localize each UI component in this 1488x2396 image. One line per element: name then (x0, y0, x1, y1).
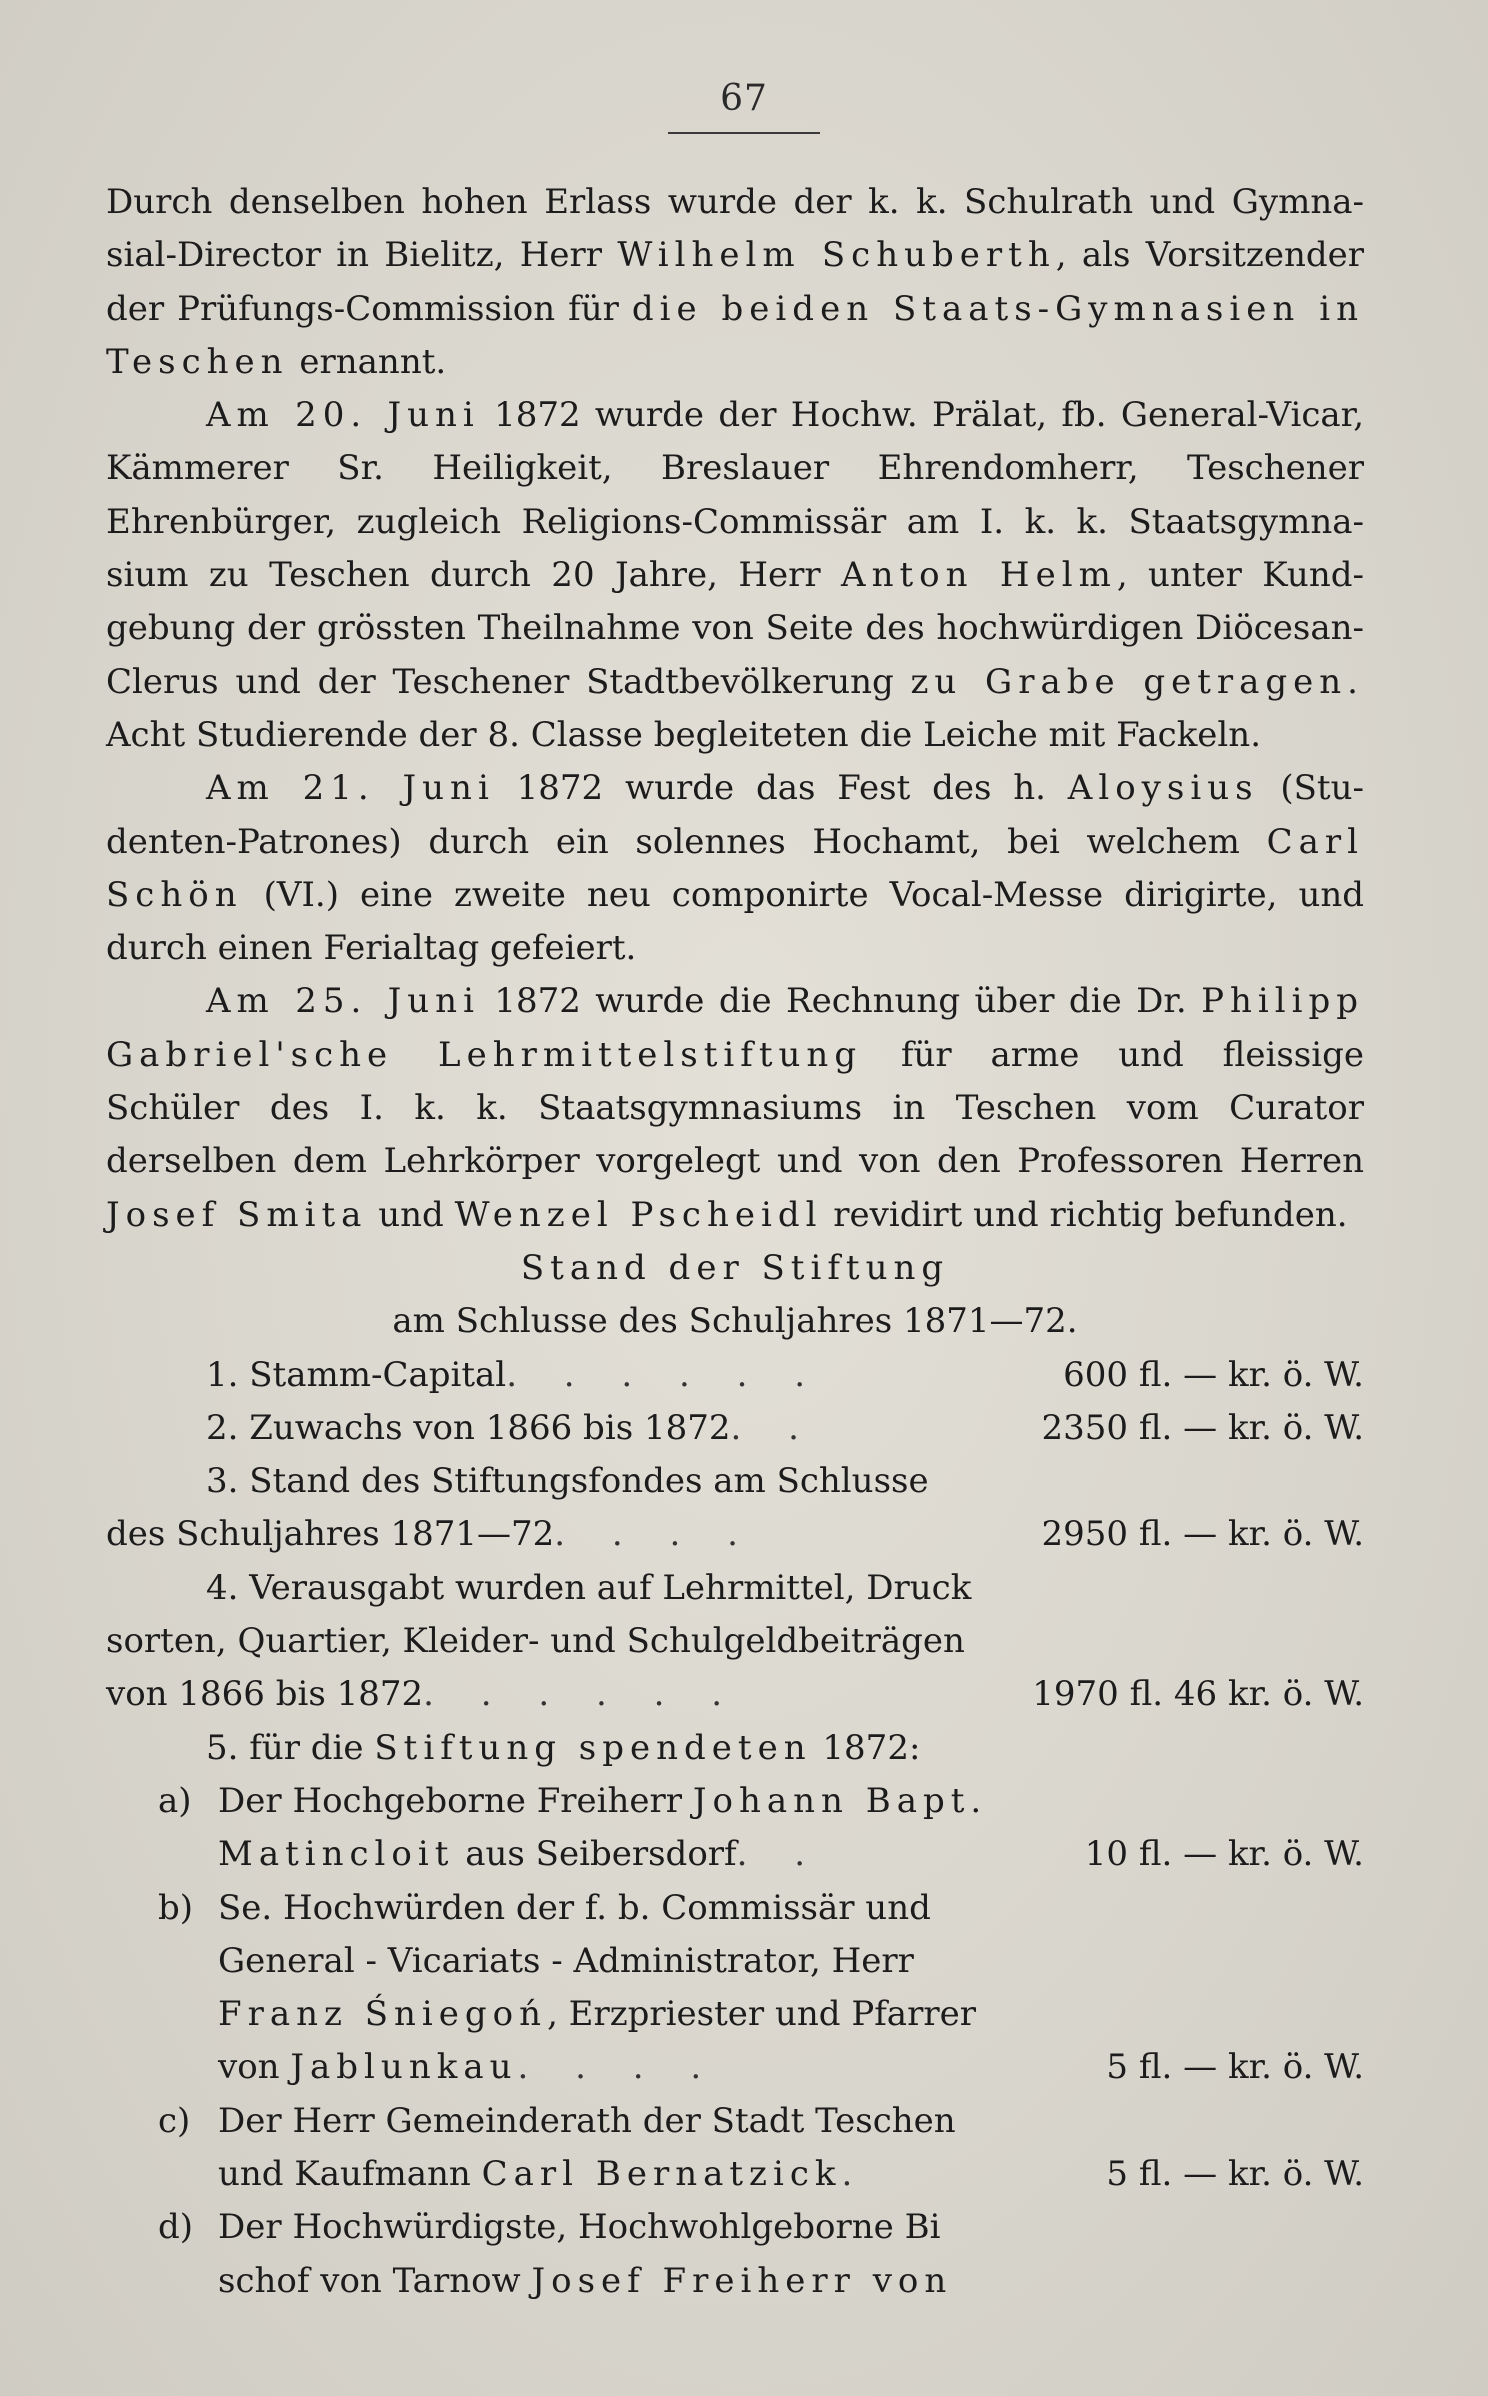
donor-a-line1 (106, 1775, 1364, 1828)
donor-label: c) (158, 2100, 191, 2141)
spaced-name: Jablunkau (290, 2047, 518, 2088)
paragraph-1 (106, 176, 1364, 389)
text-span: und Kaufmann (218, 2153, 482, 2194)
text-span: 1872 wurde die Rechnung über die Dr. (479, 981, 1202, 1022)
ledger-amount: 10 fl. — kr. ö. W. (1084, 1834, 1364, 1875)
text-span: 1872 wurde der Hochw. Prälat, fb. General-Vicar, Kämmerer Sr. Heiligkeit, Breslauer Ehrendomherr, Teschener Ehrenbürger, zugleich Religions-Commissär am I. k. k. Staatsgymnasium zu Teschen durch 20 Jahre, Herr (106, 395, 1365, 596)
paragraph-2 (106, 389, 1364, 762)
ledger-row-4 (106, 1668, 1364, 1721)
spaced-name: Wenzel Pscheidl (454, 1194, 823, 1235)
ledger-amount: 2350 fl. — kr. ö. W. (1041, 1407, 1364, 1448)
ledger-label (218, 2041, 518, 2094)
spaced-name: Wilhelm Schuberth (617, 235, 1056, 276)
text-span: , Erzpriester und Pfarrer (547, 1994, 976, 2035)
text-span: aus Seibersdorf (454, 1834, 737, 1875)
donor-c-line2 (106, 2148, 1364, 2201)
ledger-dots: . . . . . . (423, 1674, 741, 1715)
ledger-dots: . . . . . . (506, 1354, 824, 1395)
spaced-text: zu Grabe getragen. (910, 661, 1364, 702)
page-number: 67 (720, 78, 768, 119)
text-span: (Studenten-Patrones) durch ein solennes Hochamt, bei welchem (106, 768, 1364, 862)
spaced-date: Am 20. Juni (206, 395, 480, 436)
donor-c-line1 (106, 2095, 1364, 2148)
text-span: revidirt und richtig befunden. (822, 1194, 1348, 1235)
ledger-dots: . (841, 2153, 871, 2194)
page-number-rule (668, 132, 820, 134)
text-span: und (367, 1194, 455, 1235)
spaced-name: Aloysius (1067, 768, 1259, 809)
donor-label: a) (158, 1780, 192, 1821)
section-heading: Stand der Stiftung (520, 1247, 950, 1288)
paragraph-4 (106, 975, 1364, 1241)
donor-d-line1 (106, 2201, 1364, 2254)
ledger-label: von 1866 bis 1872 (106, 1674, 424, 1715)
ledger-amount: 1970 fl. 46 kr. ö. W. (1032, 1674, 1364, 1715)
text-span: 1872 wurde das Fest des h. (494, 768, 1068, 809)
text-span: Acht Studierende der 8. Classe begleiteten die Leiche mit Fackeln. (106, 714, 1262, 755)
text-span: schof von Tarnow (218, 2260, 532, 2301)
ledger-label: des Schuljahres 1871—72 (106, 1514, 555, 1555)
ledger-amount: 2950 fl. — kr. ö. W. (1041, 1514, 1364, 1555)
ledger-row-1 (106, 1349, 1364, 1402)
text-span: Se. Hochwürden der f. b. Commissär und (218, 1887, 931, 1928)
spaced-name: Matincloit (218, 1834, 455, 1875)
ledger-row-3 (106, 1508, 1364, 1561)
spaced-name: Carl Bernatzick (481, 2153, 842, 2194)
text-span: 5. für die (206, 1727, 375, 1768)
text-span: für arme und fleissige Schüler des I. k. k. Staatsgymnasiums in Teschen vom Curator derselben dem Lehrkörper vorgelegt und von den Professoren Herren (106, 1034, 1364, 1182)
spaced-date: Am 25. Juni (206, 981, 480, 1022)
ledger-amount: 600 fl. — kr. ö. W. (1063, 1354, 1364, 1395)
donor-a-line2 (106, 1828, 1364, 1881)
ledger-row-4-line1: 4. Verausgabt wurden auf Lehrmittel, Druck (206, 1567, 972, 1608)
donor-b-line3 (106, 1988, 1364, 2041)
spaced-text: Philipp Gabriel'sche Lehrmittelstiftung (106, 981, 1365, 1075)
text-span: , unter Kundgebung der grössten Theilnahme von Seite des hochwürdigen Diöcesan-Clerus und der Teschener Stadtbevölkerung (106, 555, 1364, 702)
ledger-amount: 5 fl. — kr. ö. W. (1106, 2047, 1364, 2088)
text-span: Der Hochgeborne Freiherr (218, 1780, 693, 1821)
spaced-text: Stiftung spendeten (374, 1727, 812, 1768)
ledger-dots: . . (736, 1834, 824, 1875)
text-span: von (218, 2047, 291, 2088)
ledger-row-2 (106, 1402, 1364, 1455)
spaced-name: Johann Bapt. (692, 1780, 988, 1821)
spaced-name: Carl Schön (106, 821, 1364, 915)
text-span: 1872: (811, 1727, 921, 1768)
donor-b-line1 (106, 1882, 1364, 1935)
ledger-amount: 5 fl. — kr. ö. W. (1106, 2153, 1364, 2194)
spaced-text: die beiden Staats-Gymnasien in Teschen (106, 288, 1364, 382)
text-span: Durch denselben hohen Erlass wurde der k. k. Schulrath und Gymnasial-Director in Bielitz, Herr (106, 182, 1364, 276)
spaced-name: Franz Śniegoń (218, 1994, 548, 2035)
ledger-label (218, 2148, 841, 2201)
body-text (106, 176, 1364, 2308)
spaced-date: Am 21. Juni (206, 768, 495, 809)
ledger-row-3-line1: 3. Stand des Stiftungsfondes am Schlusse (206, 1461, 929, 1502)
ledger-row-5 (106, 1722, 1364, 1775)
ledger-dots: . . . . (517, 2047, 720, 2088)
donor-b-line4 (106, 2041, 1364, 2094)
text-span: (VI.) eine zweite neu componirte Vocal-Messe dirigirte, und durch einen Ferialtag gefeiert. (106, 874, 1364, 969)
donor-label: d) (158, 2207, 194, 2248)
spaced-name: Anton Helm (841, 555, 1117, 596)
section-subheading: am Schlusse des Schuljahres 1871—72. (392, 1301, 1078, 1342)
ledger-label: 1. Stamm-Capital (206, 1354, 507, 1395)
text-span: , als Vorsitzender der Prüfungs-Commission für (106, 235, 1364, 329)
ledger-label: 2. Zuwachs von 1866 bis 1872 (206, 1407, 731, 1448)
donor-d-line2 (106, 2255, 1364, 2308)
ledger-dots: . . (730, 1407, 817, 1448)
ledger-row-4-line2: sorten, Quartier, Kleider- und Schulgeldbeiträgen (106, 1621, 965, 1662)
paragraph-3 (106, 762, 1364, 975)
donor-label: b) (158, 1887, 194, 1928)
donor-b-line2: General - Vicariats - Administrator, Herr (218, 1940, 914, 1981)
text-span: Der Herr Gemeinderath der Stadt Teschen (218, 2100, 956, 2141)
text-span: ernannt. (288, 341, 447, 382)
ledger-label (218, 1828, 737, 1881)
spaced-name: Josef Smita (106, 1194, 368, 1235)
ledger-dots: . . . . (554, 1514, 756, 1555)
spaced-name: Josef Freiherr von (531, 2260, 953, 2301)
text-span: Der Hochwürdigste, Hochwohlgeborne Bi (218, 2207, 941, 2248)
